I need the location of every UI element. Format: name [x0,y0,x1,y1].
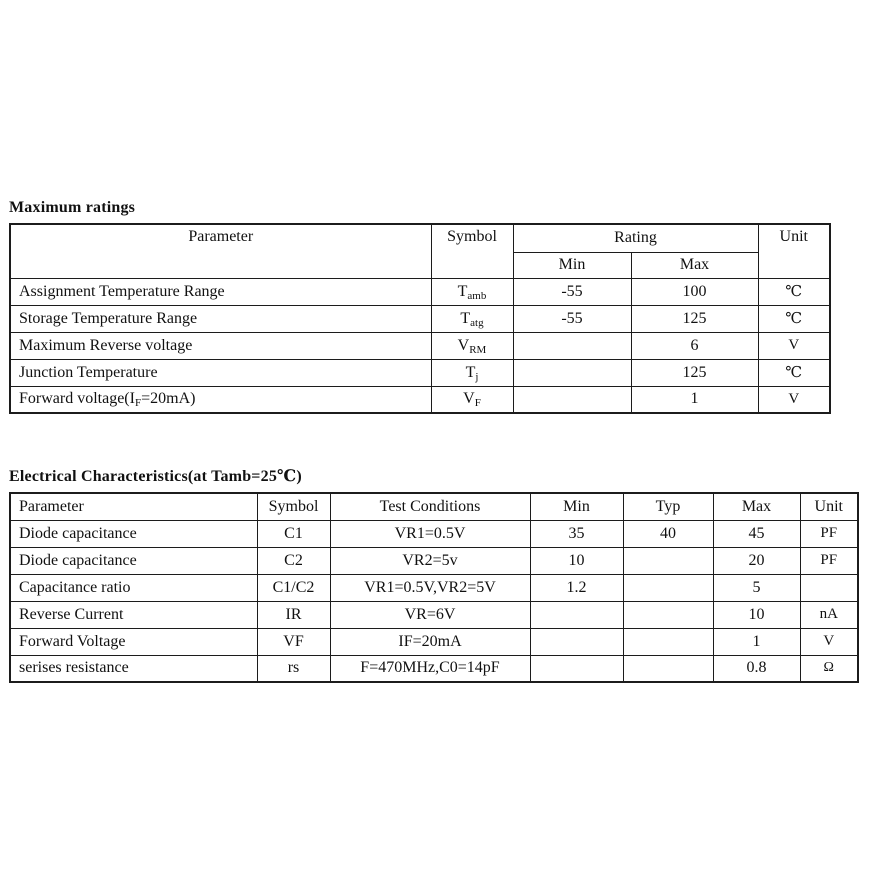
symbol-base: T [457,282,468,300]
typ-cell: 40 [623,520,713,547]
conditions-cell: VR1=0.5V [330,520,530,547]
table-row [10,386,830,413]
symbol-cell [431,332,513,359]
table-header-row [10,493,858,520]
conditions-cell: VR2=5v [330,547,530,574]
conditions-cell: IF=20mA [330,628,530,655]
parameter-cell: Capacitance ratio [10,574,257,601]
typ-cell [623,601,713,628]
parameter-cell: serises resistance [10,655,257,682]
max-cell: 125 [631,359,758,386]
symbol-cell [431,278,513,305]
header-symbol: Symbol [431,224,513,278]
unit-cell [800,574,858,601]
min-cell: 10 [530,547,623,574]
header-min: Min [530,493,623,520]
min-cell [513,386,631,413]
min-cell [530,628,623,655]
min-cell [530,601,623,628]
parameter-cell [10,278,431,305]
symbol-cell: C2 [257,547,330,574]
parameter-subscript: F [134,397,142,410]
min-cell: 1.2 [530,574,623,601]
header-unit: Unit [758,224,830,278]
max-cell: 10 [713,601,800,628]
parameter-text: Assignment Temperature Range [19,282,225,300]
typ-cell [623,574,713,601]
electrical-characteristics-table [9,492,859,683]
header-test-conditions: Test Conditions [330,493,530,520]
parameter-text: Junction Temperature [19,363,158,381]
max-cell: 125 [631,305,758,332]
parameter-text: =20mA) [141,390,196,408]
table-header-row [10,224,830,252]
parameter-text: Maximum Reverse voltage [19,336,193,354]
symbol-cell: C1/C2 [257,574,330,601]
electrical-characteristics-section [0,466,859,683]
max-cell: 1 [631,386,758,413]
parameter-text: Forward voltage(I [19,390,135,408]
header-min: Min [513,252,631,278]
symbol-base: T [460,309,471,327]
max-cell: 6 [631,332,758,359]
typ-cell [623,655,713,682]
unit-cell: nA [800,601,858,628]
min-cell: -55 [513,278,631,305]
min-cell [530,655,623,682]
max-cell: 45 [713,520,800,547]
table-row [10,655,858,682]
unit-cell: ℃ [758,305,830,332]
max-ratings-title: Maximum ratings [9,199,136,216]
unit-cell: V [758,332,830,359]
table-row [10,359,830,386]
max-cell: 100 [631,278,758,305]
symbol-subscript: j [475,370,479,383]
max-ratings-table [9,223,831,414]
symbol-cell: rs [257,655,330,682]
header-unit: Unit [800,493,858,520]
table-row [10,574,858,601]
header-parameter: Parameter [10,493,257,520]
unit-cell: V [758,386,830,413]
symbol-cell: IR [257,601,330,628]
table-row [10,305,830,332]
max-cell: 1 [713,628,800,655]
max-cell: 5 [713,574,800,601]
parameter-cell: Reverse Current [10,601,257,628]
parameter-cell: Forward Voltage [10,628,257,655]
header-parameter: Parameter [10,224,431,278]
table-row [10,520,858,547]
symbol-subscript: amb [467,289,487,302]
parameter-cell [10,359,431,386]
unit-cell: ℃ [758,278,830,305]
symbol-base: V [463,390,475,408]
table-row [10,547,858,574]
symbol-subscript: RM [469,343,487,356]
symbol-base: T [465,363,476,381]
table-row [10,601,858,628]
parameter-text: Storage Temperature Range [19,309,198,327]
header-max: Max [713,493,800,520]
unit-cell: V [800,628,858,655]
symbol-subscript: atg [470,316,484,329]
typ-cell [623,547,713,574]
symbol-subscript: F [474,397,481,410]
header-rating: Rating [513,224,758,252]
conditions-cell: F=470MHz,C0=14pF [330,655,530,682]
header-typ: Typ [623,493,713,520]
typ-cell [623,628,713,655]
min-cell: -55 [513,305,631,332]
unit-cell: Ω [800,655,858,682]
header-max: Max [631,252,758,278]
header-symbol: Symbol [257,493,330,520]
symbol-cell [431,305,513,332]
max-cell: 20 [713,547,800,574]
electrical-characteristics-title: Electrical Characteristics(at Tamb=25℃) [9,468,302,485]
conditions-cell: VR=6V [330,601,530,628]
conditions-cell: VR1=0.5V,VR2=5V [330,574,530,601]
parameter-cell [10,386,431,413]
min-cell [513,359,631,386]
parameter-cell [10,305,431,332]
min-cell: 35 [530,520,623,547]
parameter-cell: Diode capacitance [10,547,257,574]
symbol-base: V [457,336,470,354]
unit-cell: PF [800,547,858,574]
symbol-cell [431,386,513,413]
parameter-cell [10,332,431,359]
unit-cell: PF [800,520,858,547]
symbol-cell: VF [257,628,330,655]
min-cell [513,332,631,359]
table-row [10,278,830,305]
parameter-cell: Diode capacitance [10,520,257,547]
unit-cell: ℃ [758,359,830,386]
symbol-cell: C1 [257,520,330,547]
symbol-cell [431,359,513,386]
table-row [10,628,858,655]
table-row [10,332,830,359]
max-ratings-section [0,199,831,414]
max-cell: 0.8 [713,655,800,682]
